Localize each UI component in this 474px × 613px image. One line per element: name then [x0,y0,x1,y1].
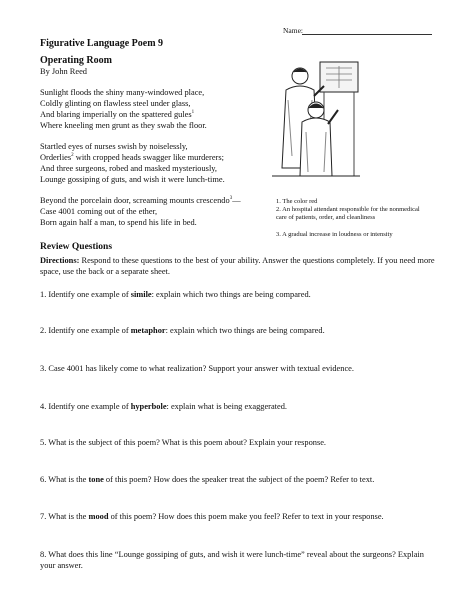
footnote: 2. An hospital attendant responsible for the nonmedical care of patients, order, and cleanliness [276,206,420,222]
worksheet-title: Figurative Language Poem 9 [40,38,164,49]
poem-author: By John Reed [40,67,87,76]
question-1: 1. Identify one example of simile: explain which two things are being compared. [40,290,311,299]
poem-line: And three surgeons, robed and masked mysteriously, [40,164,218,173]
poem-line: Case 4001 coming out of the ether, [40,207,158,216]
surgeons-xray-illustration-icon [268,56,364,178]
footnote-mark: 2 [71,153,74,159]
question-5: 5. What is the subject of this poem? What is this poem about? Explain your response. [40,438,327,447]
poem-line: Born again half a man, to spend his life in bed. [40,218,197,227]
question-7: 7. What is the mood of this poem? How does this poem make you feel? Refer to text in your response. [40,512,384,521]
footnote-mark: 1 [191,110,195,116]
poem-line: Sunlight floods the shiny many-windowed place, [40,88,205,97]
poem-line: And blaring imperially on the spattered gules$^1$ [40,110,195,119]
review-questions-heading: Review Questions [40,242,113,252]
directions-label: Directions: [40,256,80,265]
poem-line: Coldly glinting on flawless steel under glass, [40,99,191,108]
poem-line: Startled eyes of nurses swish by noiselessly, [40,142,188,151]
question-3: 3. Case 4001 has likely come to what realization? Support your answer with textual evidence. [40,364,354,373]
poem-title: Operating Room [40,55,112,66]
poem-line: Where kneeling men grunt as they swab the floor. [40,121,207,130]
name-blank-line[interactable] [302,34,432,35]
question-6: 6. What is the tone of this poem? How does the speaker treat the subject of the poem? Refer to text. [40,475,375,484]
question-4: 4. Identify one example of hyperbole: explain what is being exaggerated. [40,402,287,411]
question-2: 2. Identify one example of metaphor: explain which two things are being compared. [40,326,325,335]
poem-line: Lounge gossiping of guts, and wish it were lunch-time. [40,175,225,184]
footnote-mark: 3 [229,196,233,202]
question-8: 8. What does this line “Lounge gossiping of guts, and wish it were lunch-time” reveal about the surgeons? Explain your answer. [40,550,424,570]
footnote: 3. A gradual increase in loudness or intensity [276,231,393,238]
footnote: 1. The color red [276,198,318,205]
directions: Directions: Respond to these questions to the best of your ability. Answer the questions completely. If you need more space, use the back or a separate sheet. [40,256,435,276]
name-label: Name: [283,26,303,35]
poem-line: Orderlies$^2$ with cropped heads swagger like murderers; [40,153,224,162]
poem-line: Beyond the porcelain door, screaming mounts crescendo$^3$— [40,196,241,205]
